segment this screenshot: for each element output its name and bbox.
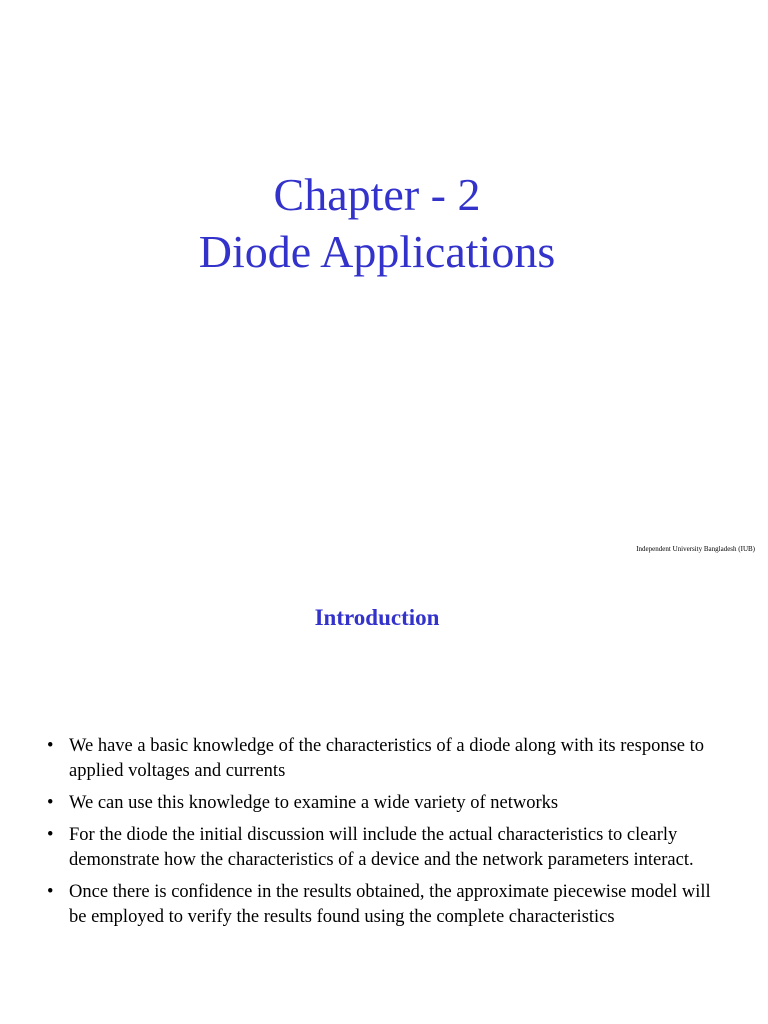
bullet-item xyxy=(47,734,727,784)
bullet-dot-icon: • xyxy=(47,736,54,756)
bullet-item xyxy=(47,791,727,816)
bullet-item xyxy=(47,880,727,930)
slide-introduction xyxy=(0,576,768,1024)
bullet-text: We can use this knowledge to examine a wide variety of networks xyxy=(69,793,559,813)
slide-title-block xyxy=(0,166,754,280)
bullet-dot-icon: • xyxy=(47,825,54,845)
bullet-text: For the diode the initial discussion will include the actual characteristics to clearly demonstrate how the characteristics of a device and the network parameters interact. xyxy=(69,825,694,870)
bullet-item xyxy=(47,823,727,873)
bullet-dot-icon: • xyxy=(47,882,54,902)
chapter-subtitle: Diode Applications xyxy=(198,226,556,277)
introduction-heading: Introduction xyxy=(314,605,440,630)
chapter-title: Chapter - 2 xyxy=(273,169,481,220)
slide-footer: Independent University Bangladesh (IUB) xyxy=(636,545,755,553)
bullet-text: Once there is confidence in the results obtained, the approximate piecewise model will be employed to verify the results found using the complete characteristics xyxy=(69,882,711,927)
bullet-dot-icon: • xyxy=(47,793,54,813)
bullet-list xyxy=(47,734,727,937)
bullet-text: We have a basic knowledge of the characteristics of a diode along with its response to applied voltages and currents xyxy=(69,736,705,781)
